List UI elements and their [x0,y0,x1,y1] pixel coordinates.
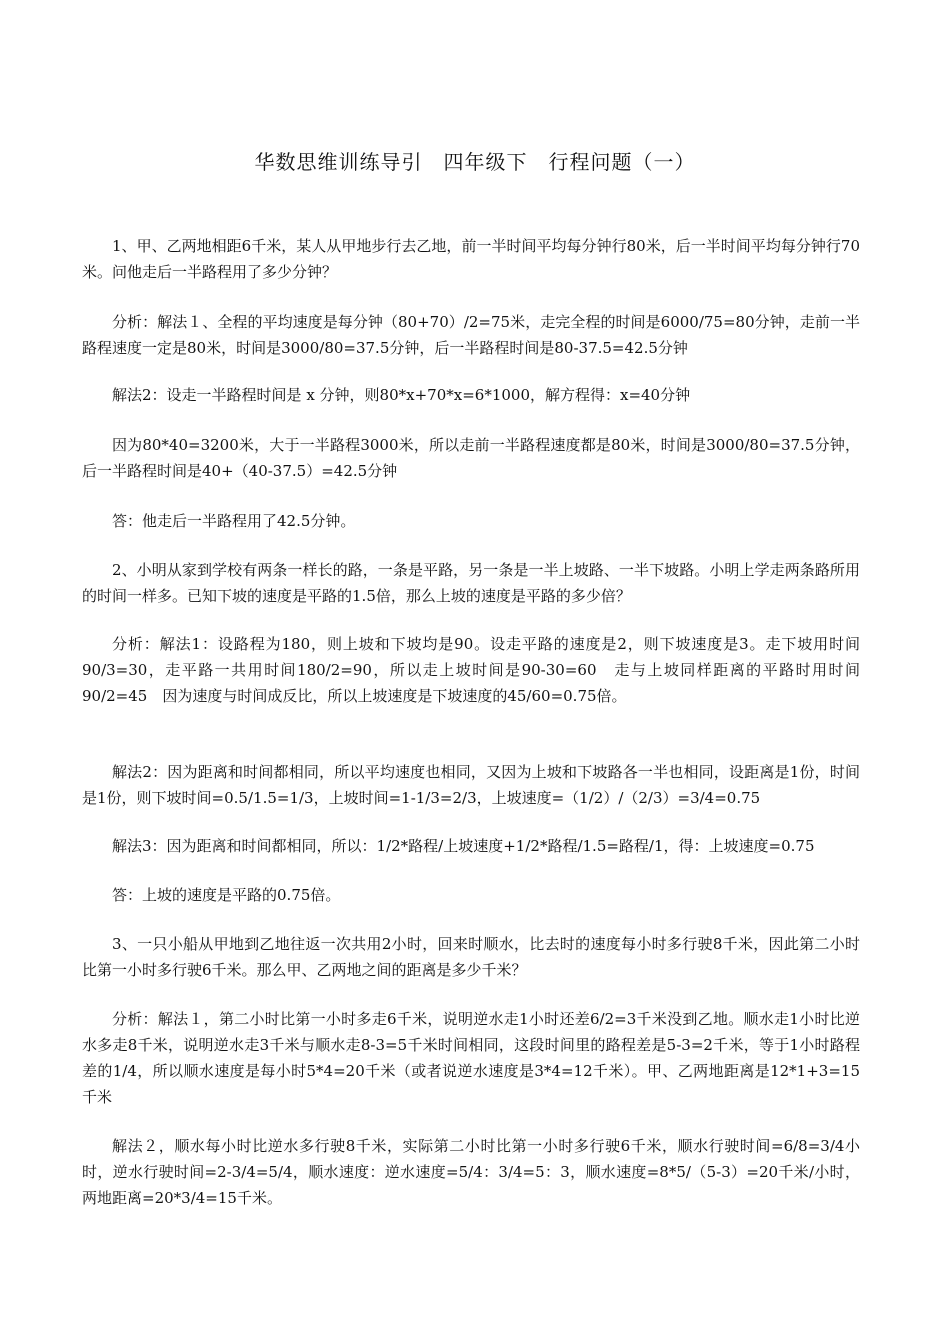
problem-1-method-2: 解法2：设走一半路程时间是 x 分钟，则80*x+70*x=6*1000，解方程得：x=40分钟 [112,386,691,404]
problem-2-method-2: 解法2：因为距离和时间都相同，所以平均速度也相同，又因为上坡和下坡路各一半也相同，设距离是1份，时间是1份，则下坡时间=0.5/1.5=1/3，上坡时间=1-1/3=2/3，上坡速度=（1/2）/（2/3）=3/4=0.75 [82,763,860,807]
problem-1-analysis-method-1: 分析：解法１、全程的平均速度是每分钟（80+70）/2=75米，走完全程的时间是6000/75=80分钟，走前一半路程速度一定是80米，时间是3000/80=37.5分钟，后一半路程时间是80-37.5=42.5分钟 [82,313,860,357]
problem-2-analysis-method-1: 分析：解法1：设路程为180，则上坡和下坡均是90。设走平路的速度是2，则下坡速度是3。走下坡用时间90/3=30，走平路一共用时间180/2=90，所以走上坡时间是90-30=60 走与上坡同样距离的平路时用时间90/2=45 因为速度与时间成反比，所以上坡速度是下坡速度的45/60=0.75倍。 [82,635,860,705]
problem-1-method-2-continued: 因为80*40=3200米，大于一半路程3000米，所以走前一半路程速度都是80米，时间是3000/80=37.5分钟，后一半路程时间是40+（40-37.5）=42.5分钟 [82,436,860,480]
page-title: 华数思维训练导引 四年级下 行程问题（一） [254,150,696,174]
problem-3-method-2: 解法２，顺水每小时比逆水多行驶8千米，实际第二小时比第一小时多行驶6千米，顺水行驶时间=6/8=3/4小时，逆水行驶时间=2-3/4=5/4，顺水速度：逆水速度=5/4：3/4=5：3，顺水速度=8*5/（5-3）=20千米/小时，两地距离=20*3/4=15千米。 [82,1137,860,1207]
problem-1-statement: 1、甲、乙两地相距6千米，某人从甲地步行去乙地，前一半时间平均每分钟行80米，后一半时间平均每分钟行70米。问他走后一半路程用了多少分钟？ [82,237,860,281]
problem-3-statement: 3、一只小船从甲地到乙地往返一次共用2小时，回来时顺水，比去时的速度每小时多行驶8千米，因此第二小时比第一小时多行驶6千米。那么甲、乙两地之间的距离是多少千米？ [82,935,860,979]
problem-3-analysis-method-1: 分析：解法１，第二小时比第一小时多走6千米，说明逆水走1小时还差6/2=3千米没到乙地。顺水走1小时比逆水多走8千米，说明逆水走3千米与顺水走8-3=5千米时间相同，这段时间里的路程差是5-3=2千米，等于1小时路程差的1/4，所以顺水速度是每小时5*4=20千米（或者说逆水速度是3*4=12千米）。甲、乙两地距离是12*1+3=15千米 [82,1010,860,1106]
problem-2-method-3: 解法3：因为距离和时间都相同，所以：1/2*路程/上坡速度+1/2*路程/1.5=路程/1，得：上坡速度=0.75 [112,837,815,855]
problem-2-statement: 2、小明从家到学校有两条一样长的路，一条是平路，另一条是一半上坡路、一半下坡路。小明上学走两条路所用的时间一样多。已知下坡的速度是平路的1.5倍，那么上坡的速度是平路的多少倍？ [82,561,860,605]
problem-1-answer: 答：他走后一半路程用了42.5分钟。 [112,512,356,530]
problem-2-answer: 答：上坡的速度是平路的0.75倍。 [112,886,341,904]
